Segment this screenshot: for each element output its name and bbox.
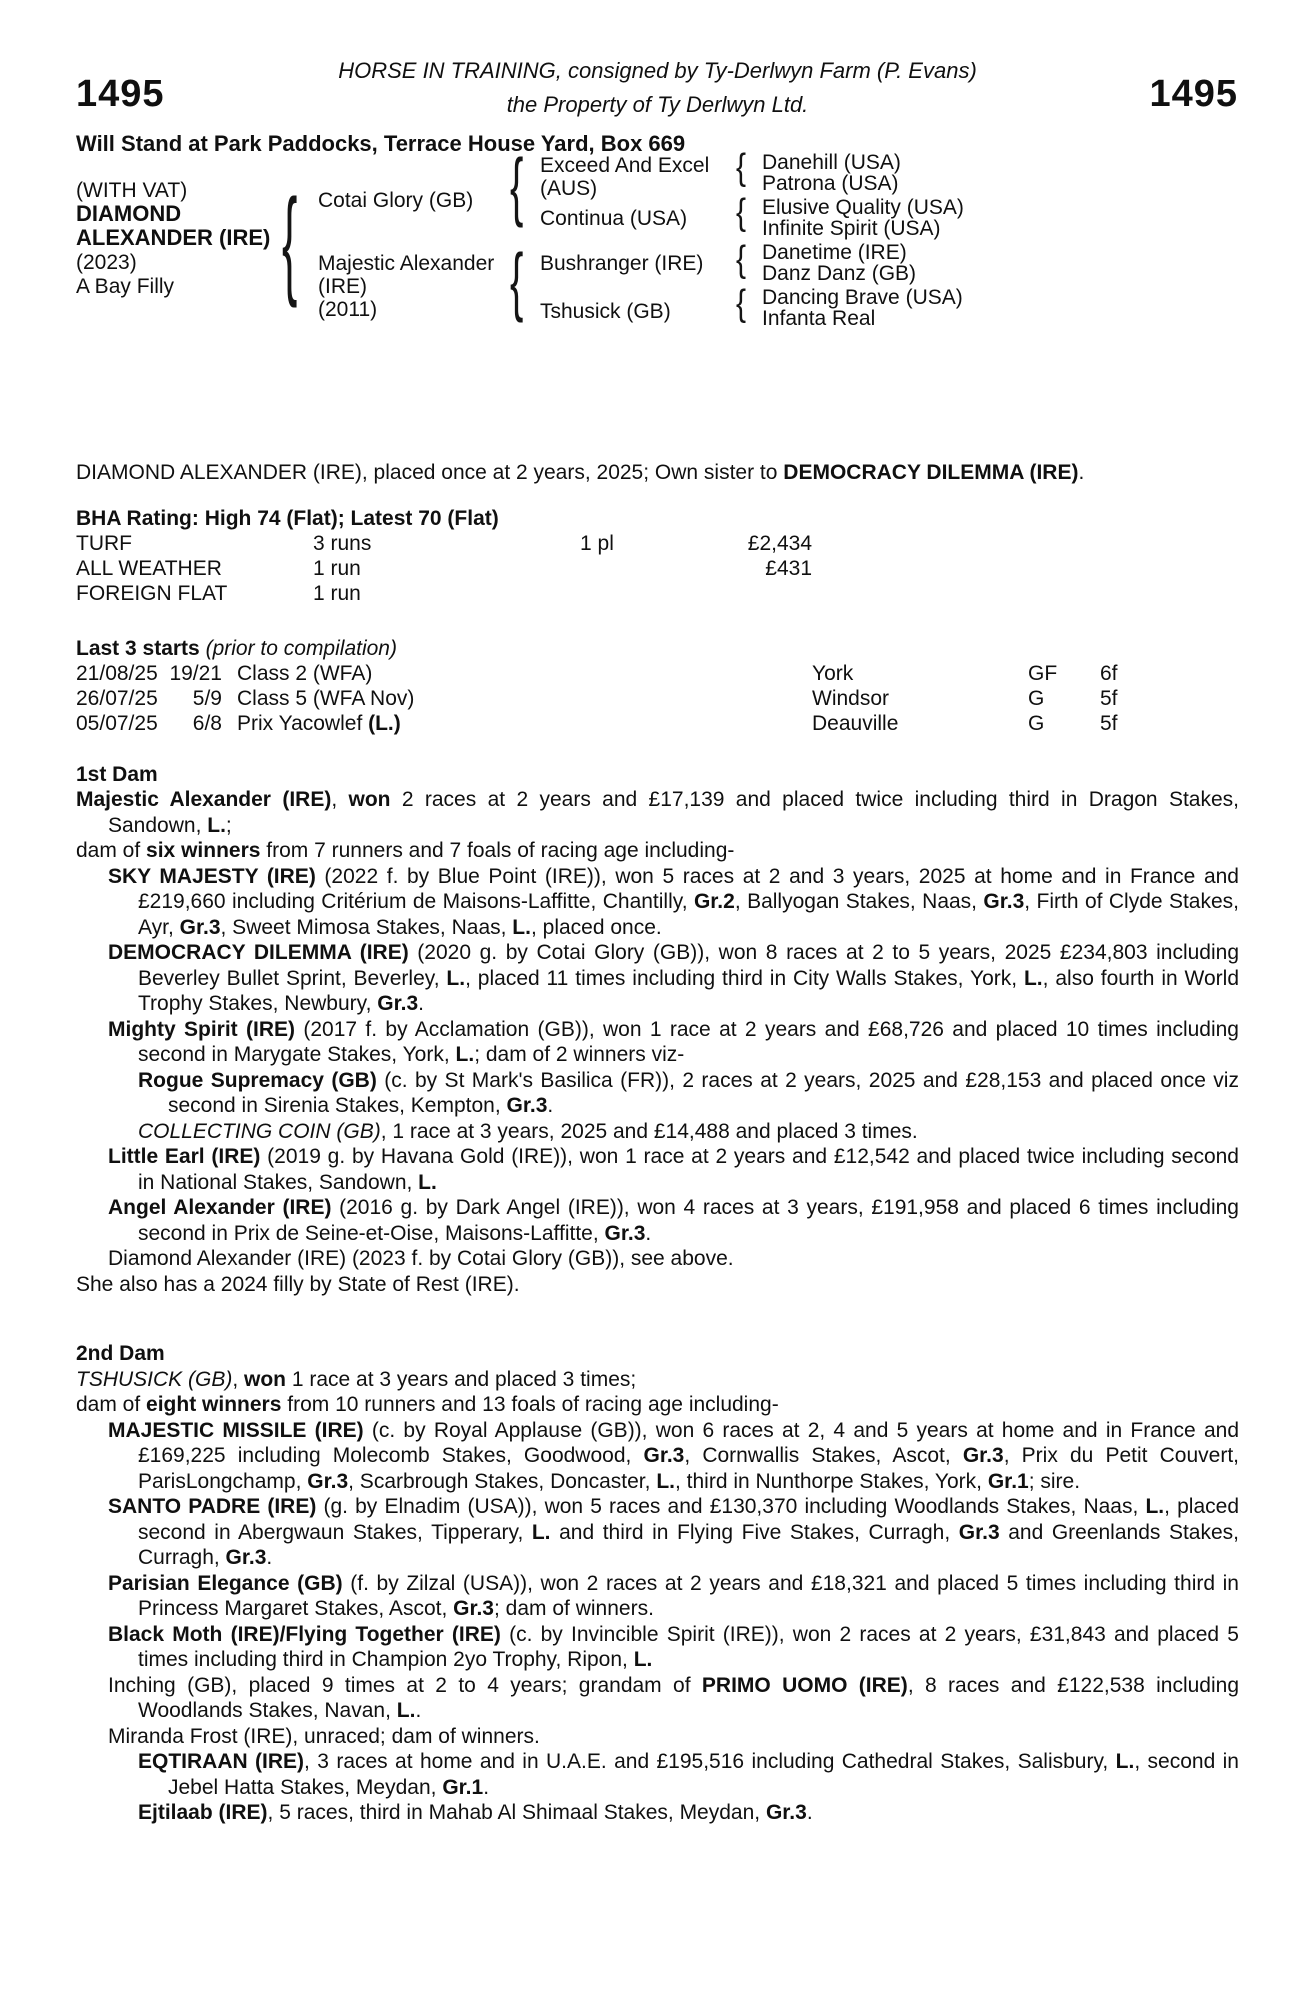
lot-number-left: 1495 [76,73,165,115]
catalogue-text [76,0,1239,1826]
bha-row [76,531,1239,556]
pedigree-g3-name: Danetime (IRE) [762,241,907,264]
last-starts-note: (prior to compilation) [205,636,397,660]
pedigree-brace-sire: { [510,145,524,229]
pedigree-g3-name: Patrona (USA) [762,172,899,195]
dam-paragraph: Black Moth (IRE)/Flying Together (IRE) (c. by Invincible Spirit (IRE)), won 2 races at 2 years, £31,843 and placed 5 times including third in Champion 2yo Trophy, Ripon, L. [108,1622,1239,1671]
bha-earnings [700,581,812,606]
start-course: Windsor [812,686,890,710]
vat-note: (WITH VAT) [76,179,188,202]
pedigree-g3-name: Danehill (USA) [762,151,901,174]
dam-paragraph: DEMOCRACY DILEMMA (IRE) (2020 g. by Cotai Glory (GB)), won 8 races at 2 to 5 years, 2025 £234,803 including Beverley Bullet Sprint, Beverley, L., placed 11 times including third in City Walls Stakes, York, L., also fourth in World Trophy Stakes, Newbury, Gr.3. [108,941,1240,1015]
pedigree-brace-g3: { [736,191,747,233]
pedigree-g2-name: Continua (USA) [540,207,688,230]
property-line: the Property of Ty Derlwyn Ltd. [506,92,809,117]
dam-paragraph: She also has a 2024 filly by State of Rest (IRE). [76,1272,520,1296]
pedigree-dam-line3: (2011) [318,298,378,321]
subject-name-line1: DIAMOND [76,201,182,226]
dam-paragraph: SANTO PADRE (IRE) (g. by Elnadim (USA)), won 5 races and £130,370 including Woodlands Stakes, Naas, L., placed second in Abergwaun Stakes, Tipperary, L. and third in Flying Five Stakes, Curragh, Gr.3 and Greenlands Stakes, Curragh, Gr.3. [108,1495,1239,1569]
start-course: York [812,661,854,685]
bha-runs: 1 run [313,556,361,580]
lot-number-right: 1495 [1149,73,1238,115]
start-date: 21/08/25 [76,661,158,685]
bha-row [76,556,1239,581]
dam-paragraph: Miranda Frost (IRE), unraced; dam of winners. [108,1724,540,1748]
start-row [76,661,1239,686]
last-starts-title: Last 3 starts [76,636,200,660]
bha-row [76,581,1239,606]
dam-paragraph: Inching (GB), placed 9 times at 2 to 4 years; grandam of PRIMO UOMO (IRE), 8 races and £122,538 including Woodlands Stakes, Navan, L.. [108,1673,1240,1722]
dam-paragraph: Mighty Spirit (IRE) (2017 f. by Acclamation (GB)), won 1 race at 2 years and £68,726 and placed 10 times including second in Marygate Stakes, York, L.; dam of 2 winners viz- [108,1017,1239,1066]
dam-paragraph: Majestic Alexander (IRE), won 2 races at 2 years and £17,139 and placed twice including third in Dragon Stakes, Sandown, L.; [76,788,1239,837]
stand-location-line: Will Stand at Park Paddocks, Terrace House Yard, Box 669 [76,131,686,156]
pedigree-brace-dam: { [510,240,524,324]
bha-earnings: £2,434 [747,531,812,555]
last-starts-heading [76,636,1239,661]
start-race: Class 2 (WFA) [237,661,373,685]
subject-description: A Bay Filly [76,275,175,298]
dam-paragraph: Ejtilaab (IRE), 5 races, third in Mahab Al Shimaal Stakes, Meydan, Gr.3. [138,1801,813,1824]
pedigree-g2-name: (AUS) [540,177,598,200]
pedigree-g3-name: Infanta Real [762,307,876,330]
bha-earnings: £431 [765,556,812,580]
first-dam-heading: 1st Dam [76,762,158,786]
bha-rating-heading: BHA Rating: High 74 (Flat); Latest 70 (Flat) [76,506,499,530]
last-starts-block [76,636,1239,736]
bha-placed: 1 pl [580,531,614,555]
start-distance: 6f [1100,661,1118,685]
race-record-summary: DIAMOND ALEXANDER (IRE), placed once at 2 years, 2025; Own sister to DEMOCRACY DILEMMA (IRE). [76,461,1085,484]
bha-placed [580,581,700,606]
pedigree-sire: Cotai Glory (GB) [318,189,474,212]
dam-paragraph: dam of eight winners from 10 runners and 13 foals of racing age including- [76,1393,779,1416]
dam-paragraph: SKY MAJESTY (IRE) (2022 f. by Blue Point (IRE)), won 5 races at 2 and 3 years, 2025 at home and in France and £219,660 including Critérium de Maisons-Laffitte, Chantilly, Gr.2, Ballyogan Stakes, Naas, Gr.3, Firth of Clyde Stakes, Ayr, Gr.3, Sweet Mimosa Stakes, Naas, L., placed once. [108,864,1239,939]
dam-paragraph: Parisian Elegance (GB) (f. by Zilzal (USA)), won 2 races at 2 years and £18,321 and placed 5 times including third in Princess Margaret Stakes, Ascot, Gr.3; dam of winners. [108,1571,1239,1620]
pedigree-dam-line1: Majestic Alexander [318,252,495,275]
pedigree-brace-g3: { [736,282,747,324]
start-going: G [1028,686,1045,710]
pedigree-brace-g3: { [736,238,747,280]
bha-placed [580,556,700,581]
pedigree-g2-name: Bushranger (IRE) [540,252,704,275]
start-position: 6/8 [192,711,222,735]
start-going: GF [1028,661,1058,685]
start-position: 5/9 [192,686,222,710]
pedigree-brace-g3: { [736,146,747,188]
bha-surface: TURF [76,531,132,555]
consignment-line: HORSE IN TRAINING, consigned by Ty-Derlwyn Farm (P. Evans) [338,58,977,83]
start-course: Deauville [812,711,899,735]
subject-year: (2023) [76,251,137,274]
start-date: 26/07/25 [76,686,158,710]
bha-runs: 1 run [313,581,361,605]
pedigree-g3-name: Elusive Quality (USA) [762,196,964,219]
dam-paragraph: Rogue Supremacy (GB) (c. by St Mark's Basilica (FR)), 2 races at 2 years, 2025 and £28,153 and placed once viz second in Sirenia Stakes, Kempton, Gr.3. [138,1068,1239,1117]
start-date: 05/07/25 [76,711,158,735]
dam-paragraph: TSHUSICK (GB), won 1 race at 3 years and placed 3 times; [76,1367,637,1391]
dam-paragraph: dam of six winners from 7 runners and 7 foals of racing age including- [76,839,735,862]
second-dam-heading: 2nd Dam [76,1342,165,1365]
start-distance: 5f [1100,686,1118,710]
pedigree-g3-name: Infinite Spirit (USA) [762,217,941,240]
second-dam-section [76,1341,1239,1826]
subject-name-line2: ALEXANDER (IRE) [76,225,271,250]
start-distance: 5f [1100,711,1118,735]
start-row [76,686,1239,711]
dam-paragraph: Diamond Alexander (IRE) (2023 f. by Cotai Glory (GB)), see above. [108,1247,734,1270]
start-race: Prix Yacowlef (L.) [237,711,401,735]
dam-paragraph: Little Earl (IRE) (2019 g. by Havana Gold (IRE)), won 1 race at 2 years and £12,542 and placed twice including second in National Stakes, Sandown, L. [108,1145,1239,1194]
start-row [76,711,1239,736]
dam-paragraph: MAJESTIC MISSILE (IRE) (c. by Royal Applause (GB)), won 6 races at 2, 4 and 5 years at home and in France and £169,225 including Molecomb Stakes, Goodwood, Gr.3, Cornwallis Stakes, Ascot, Gr.3, Prix du Petit Couvert, ParisLongchamp, Gr.3, Scarbrough Stakes, Doncaster, L., third in Nunthorpe Stakes, York, Gr.1; sire. [108,1418,1239,1493]
first-dam-section [76,762,1239,1298]
bha-surface: FOREIGN FLAT [76,581,228,605]
start-race: Class 5 (WFA Nov) [237,686,415,710]
bha-rating-block [76,506,1239,606]
bha-surface: ALL WEATHER [76,556,222,580]
start-going: G [1028,711,1045,735]
pedigree-brace-g1: { [282,173,298,309]
pedigree-g3-name: Danz Danz (GB) [762,262,917,285]
pedigree-g2-name: Tshusick (GB) [540,300,671,323]
pedigree-g3-name: Dancing Brave (USA) [762,286,963,309]
start-position: 19/21 [169,661,222,685]
dam-paragraph: EQTIRAAN (IRE), 3 races at home and in U.A.E. and £195,516 including Cathedral Stakes, Salisbury, L., second in Jebel Hatta Stakes, Meydan, Gr.1. [138,1750,1239,1799]
pedigree-g2-name: Exceed And Excel [540,154,710,177]
dam-paragraph: Angel Alexander (IRE) (2016 g. by Dark Angel (IRE)), won 4 races at 3 years, £191,958 and placed 6 times including second in Prix de Seine-et-Oise, Maisons-Laffitte, Gr.3. [108,1196,1239,1245]
pedigree-dam-line2: (IRE) [318,275,367,298]
dam-paragraph: COLLECTING COIN (GB), 1 race at 3 years, 2025 and £14,488 and placed 3 times. [138,1119,918,1143]
bha-runs: 3 runs [313,531,372,555]
